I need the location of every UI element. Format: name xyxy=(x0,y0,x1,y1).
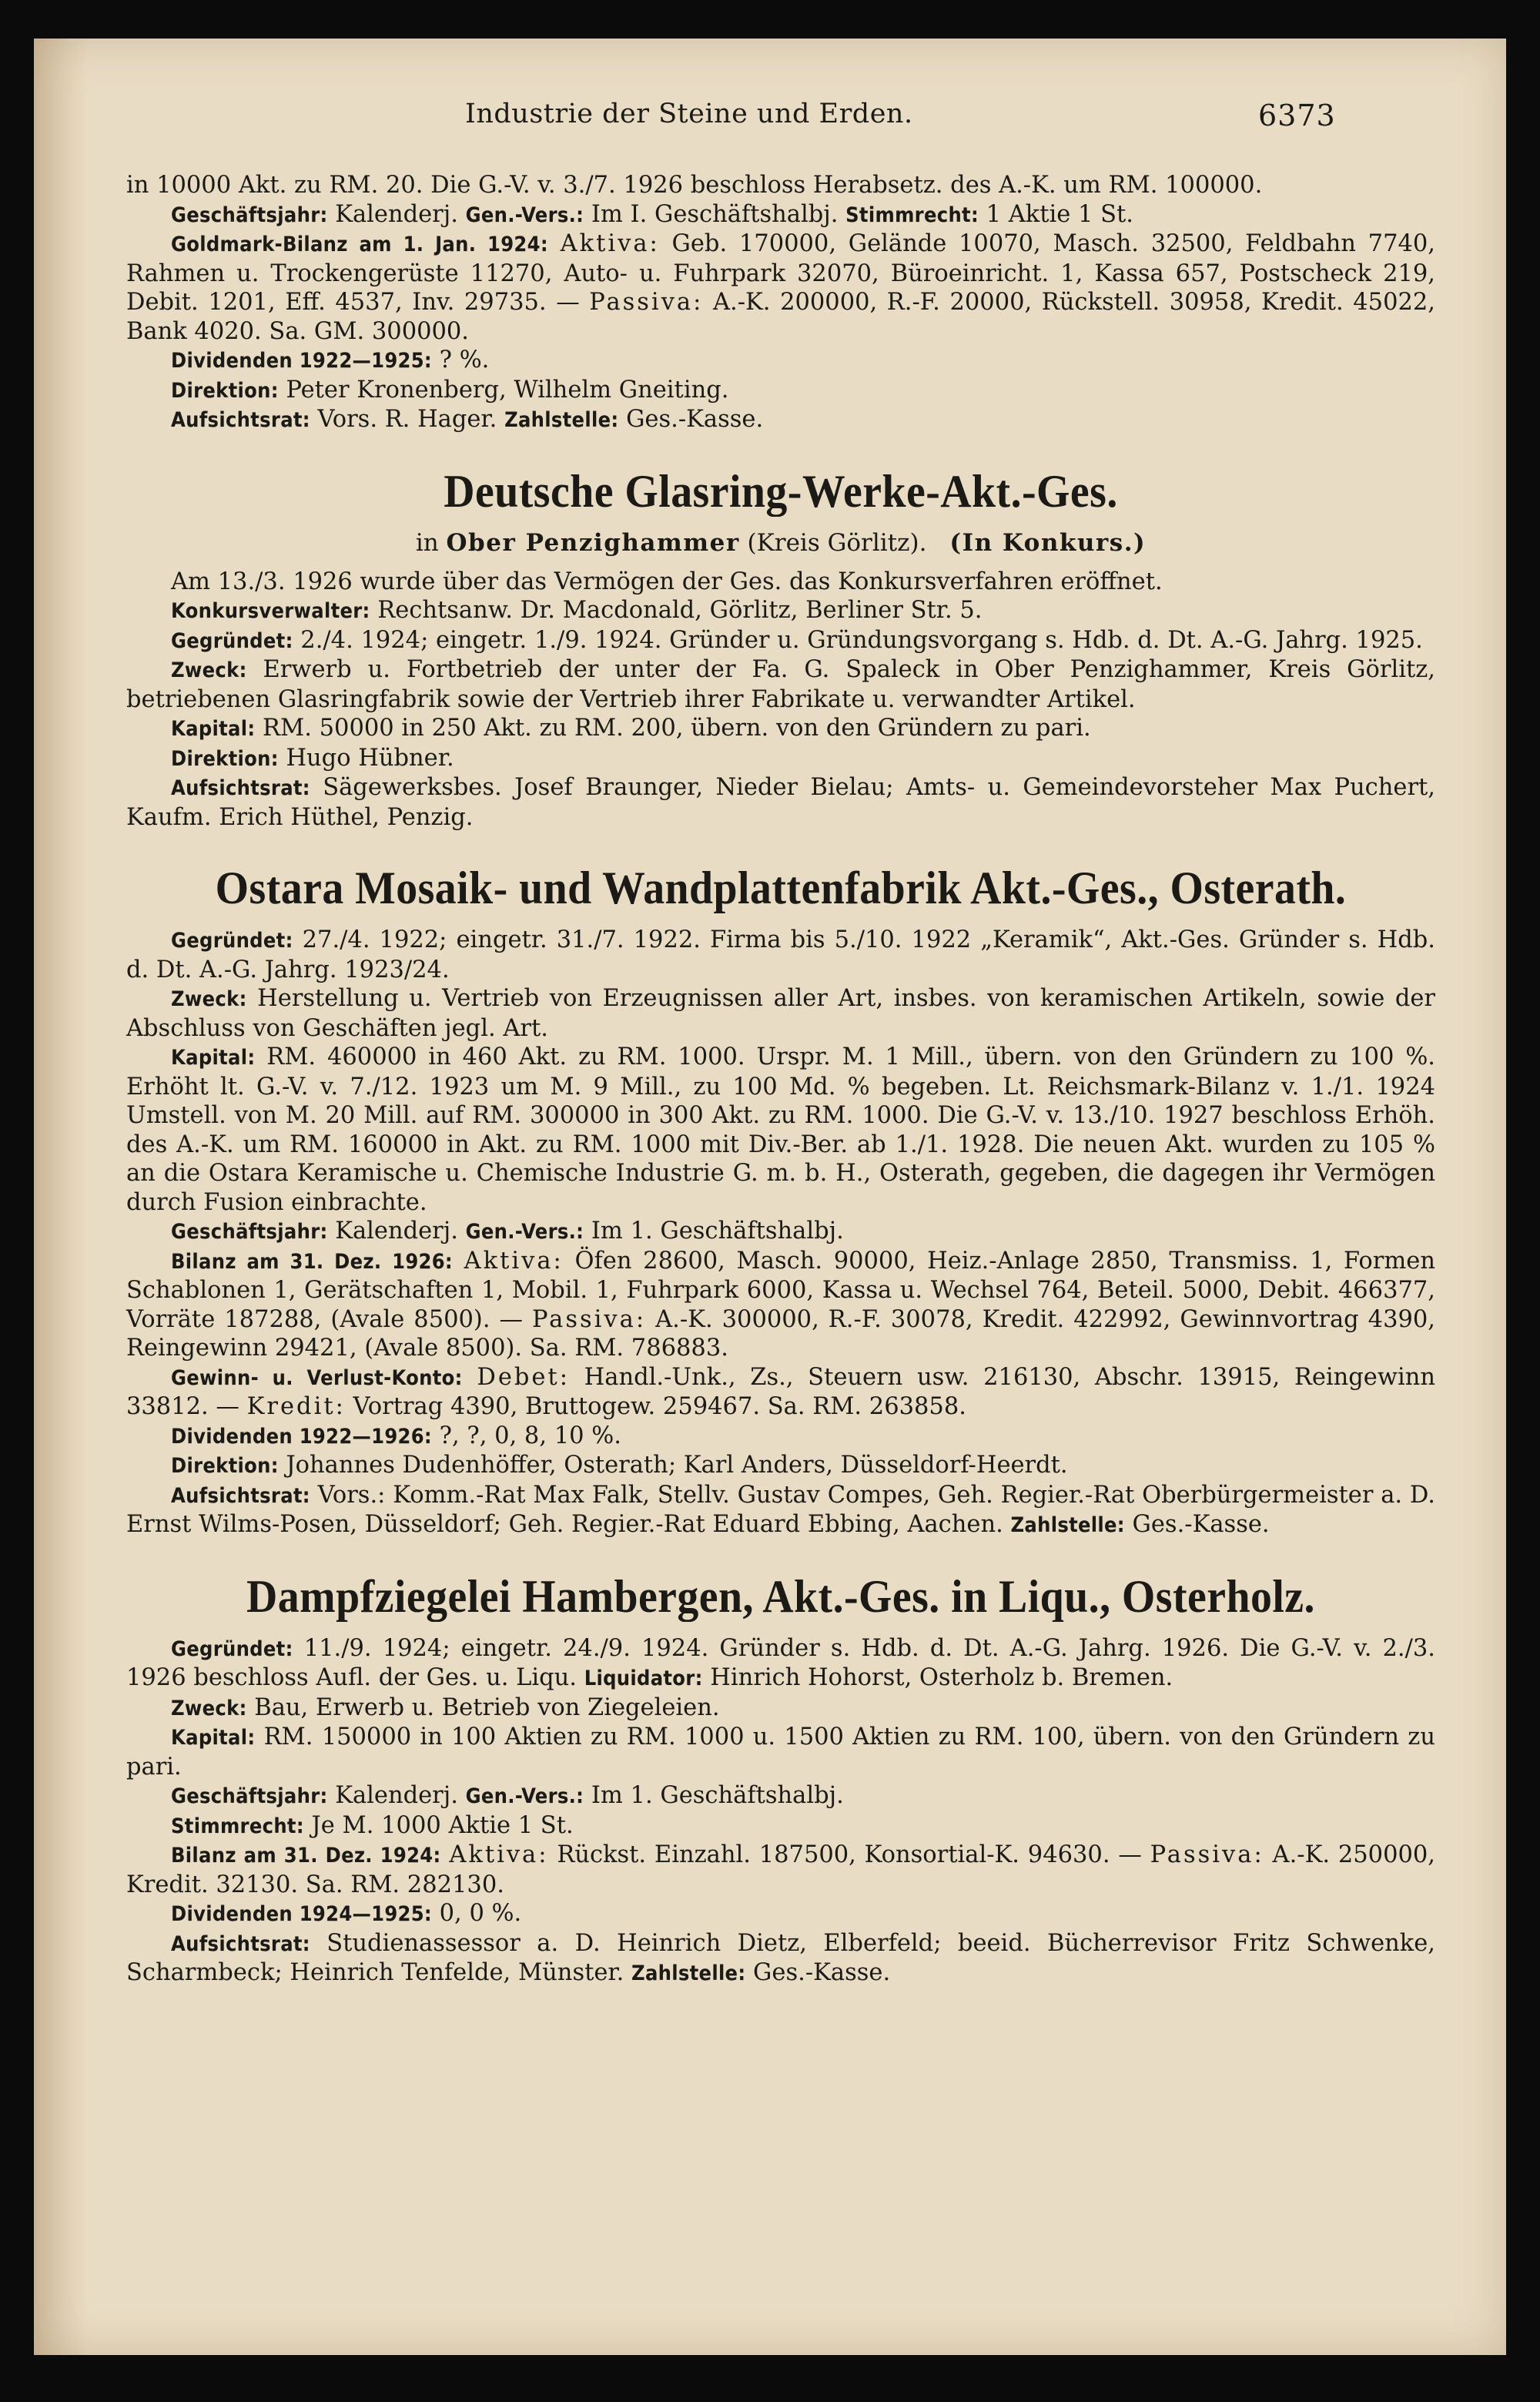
founded: Gegründet: 2./4. 1924; eingetr. 1./9. 1924. Gründer u. Gründungsvorgang s. Hdb. d. Dt. A.-G. Jahrg. 1925. xyxy=(171,626,1423,654)
voting-rights: Stimmrecht: Je M. 1000 Aktie 1 St. xyxy=(171,1811,574,1839)
administrator: Konkursverwalter: Rechtsanw. Dr. Macdonald, Görlitz, Berliner Str. 5. xyxy=(171,597,983,624)
previous-entry-continuation xyxy=(126,171,1435,435)
company-entry-glasring xyxy=(126,464,1435,832)
dividends: Dividenden 1922—1926: ?, ?, 0, 8, 10 %. xyxy=(171,1422,621,1449)
purpose: Zweck: Herstellung u. Vertrieb von Erzeugnissen aller Art, insbes. von keramischen Artikeln, sowie der Abschluss von Geschäften jegl. Art. xyxy=(126,985,1435,1042)
management: Direktion: Peter Kronenberg, Wilhelm Gneiting. xyxy=(171,376,729,404)
dividends: Dividenden 1924—1925: 0, 0 %. xyxy=(171,1900,522,1927)
dividends: Dividenden 1922—1925: ? %. xyxy=(171,347,490,374)
running-title: Industrie der Steine und Erden. xyxy=(465,99,913,129)
capital-continuation: in 10000 Akt. zu RM. 20. Die G.-V. v. 3./7. 1926 beschloss Herabsetz. des A.-K. um RM. 100000. xyxy=(126,172,1263,199)
founded: Gegründet: 11./9. 1924; eingetr. 24./9. 1924. Gründer s. Hdb. d. Dt. A.-G. Jahrg. 1926. Die G.-V. v. 2./3. 1926 beschloss Aufl. der Ges. u. Liqu. Liquidator: Hinrich Hohorst, Osterholz b. Bremen. xyxy=(126,1634,1435,1691)
company-entry-hambergen xyxy=(126,1570,1435,1988)
founded: Gegründet: 27./4. 1922; eingetr. 31./7. 1922. Firma bis 5./10. 1922 „Keramik“, Akt.-Ges. Gründer s. Hdb. d. Dt. A.-G. Jahrg. 1923/24. xyxy=(126,926,1435,983)
company-title: Dampfziegelei Hambergen, Akt.-Ges. in Liqu., Osterholz. xyxy=(246,1570,1315,1622)
profit-loss-account: Gewinn- u. Verlust-Konto: Debet: Handl.-Unk., Zs., Steuern usw. 216130, Abschr. 13915, Reingewinn 33812. — Kredit: Vortrag 4390, Bruttogew. 259467. Sa. RM. 263858. xyxy=(126,1363,1435,1420)
company-title: Deutsche Glasring-Werke-Akt.-Ges. xyxy=(444,465,1118,517)
page-header xyxy=(34,99,1506,145)
company-location: in Ober Penzighammer (Kreis Görlitz). (In Konkurs.) xyxy=(415,528,1147,557)
balance-sheet: Bilanz am 31. Dez. 1926: Aktiva: Öfen 28600, Masch. 90000, Heiz.-Anlage 2850, Transmiss. 1, Formen Schablonen 1, Gerätschaften 1, Mobil. 1, Fuhrpark 6000, Kassa u. Wechsel 764, Beteil. 5000, Debit. 466377, Vorräte 187288, (Avale 8500). — Passiva: A.-K. 300000, R.-F. 30078, Kredit. 422992, Gewinnvortrag 4390, Reingewinn 29421, (Avale 8500). Sa. RM. 786883. xyxy=(126,1247,1435,1362)
capital: Kapital: RM. 460000 in 460 Akt. zu RM. 1000. Urspr. M. 1 Mill., übern. von den Gründern zu 100 %. Erhöht lt. G.-V. v. 7./12. 1923 um M. 9 Mill., zu 100 Md. % begeben. Lt. Reichsmark-Bilanz v. 1./1. 1924 Umstell. von M. 20 Mill. auf RM. 300000 in 300 Akt. zu RM. 1000. Die G.-V. v. 13./10. 1927 beschloss Erhöh. des A.-K. um RM. 160000 in Akt. zu RM. 1000 mit Div.-Ber. ab 1./1. 1928. Die neuen Akt. wurden zu 105 % an die Ostara Keramische u. Chemische Industrie G. m. b. H., Osterath, gegeben, die dagegen ihr Vermögen durch Fusion einbrachte. xyxy=(126,1044,1435,1216)
page-content xyxy=(126,171,1435,1988)
status-badge: (In Konkurs.) xyxy=(949,528,1147,557)
company-entry-ostara xyxy=(126,861,1435,1540)
supervisory-board: Aufsichtsrat: Sägewerksbes. Josef Braunger, Nieder Bielau; Amts- u. Gemeindevorsteher Max Puchert, Kaufm. Erich Hüthel, Penzig. xyxy=(126,774,1435,831)
fiscal-info: Geschäftsjahr: Kalenderj. Gen.-Vers.: Im 1. Geschäftshalbj. xyxy=(171,1782,844,1809)
page-edge-shading xyxy=(34,39,88,2355)
supervisory-board: Aufsichtsrat: Vors. R. Hager. Zahlstelle: Ges.-Kasse. xyxy=(171,406,764,433)
purpose: Zweck: Erwerb u. Fortbetrieb der unter der Fa. G. Spaleck in Ober Penzighammer, Kreis Görlitz, betriebenen Glasringfabrik sowie der Vertrieb ihrer Fabrikate u. verwandter Artikel. xyxy=(126,656,1435,713)
purpose: Zweck: Bau, Erwerb u. Betrieb von Ziegeleien. xyxy=(171,1693,720,1721)
supervisory-board: Aufsichtsrat: Studienassessor a. D. Heinrich Dietz, Elberfeld; beeid. Bücherrevisor Fritz Schwenke, Scharmbeck; Heinrich Tenfelde, Münster. Zahlstelle: Ges.-Kasse. xyxy=(126,1929,1435,1986)
management: Direktion: Johannes Dudenhöffer, Osterath; Karl Anders, Düsseldorf-Heerdt. xyxy=(171,1452,1068,1479)
bankruptcy-note: Am 13./3. 1926 wurde über das Vermögen der Ges. das Konkursverfahren eröffnet. xyxy=(171,568,1163,595)
management: Direktion: Hugo Hübner. xyxy=(171,744,454,772)
fiscal-info: Geschäftsjahr: Kalenderj. Gen.-Vers.: Im I. Geschäftshalbj. Stimmrecht: 1 Aktie 1 St. xyxy=(171,200,1133,228)
supervisory-board: Aufsichtsrat: Vors.: Komm.-Rat Max Falk, Stellv. Gustav Compes, Geh. Regier.-Rat Oberbürgermeister a. D. Ernst Wilms-Posen, Düsseldorf; Geh. Regier.-Rat Eduard Ebbing, Aachen. Zahlstelle: Ges.-Kasse. xyxy=(126,1481,1435,1538)
capital: Kapital: RM. 50000 in 250 Akt. zu RM. 200, übern. von den Gründern zu pari. xyxy=(171,715,1091,742)
company-title: Ostara Mosaik- und Wandplattenfabrik Akt.-Ges., Osterath. xyxy=(215,863,1347,913)
page-number: 6373 xyxy=(1258,99,1336,132)
book-page xyxy=(34,39,1506,2355)
capital: Kapital: RM. 150000 in 100 Aktien zu RM. 1000 u. 1500 Aktien zu RM. 100, übern. von den Gründern zu pari. xyxy=(126,1724,1435,1781)
balance-sheet: Bilanz am 31. Dez. 1924: Aktiva: Rückst. Einzahl. 187500, Konsortial-K. 94630. — Passiva: A.-K. 250000, Kredit. 32130. Sa. RM. 282130. xyxy=(126,1841,1435,1898)
balance-sheet: Goldmark-Bilanz am 1. Jan. 1924: Aktiva: Geb. 170000, Gelände 10070, Masch. 32500, Feldbahn 7740, Rahmen u. Trockengerüste 11270, Auto- u. Fuhrpark 32070, Büroeinricht. 1, Kassa 657, Postscheck 219, Debit. 1201, Eff. 4537, Inv. 29735. — Passiva: A.-K. 200000, R.-F. 20000, Rückstell. 30958, Kredit. 45022, Bank 4020. Sa. GM. 300000. xyxy=(126,230,1435,345)
fiscal-info: Geschäftsjahr: Kalenderj. Gen.-Vers.: Im 1. Geschäftshalbj. xyxy=(171,1218,844,1245)
